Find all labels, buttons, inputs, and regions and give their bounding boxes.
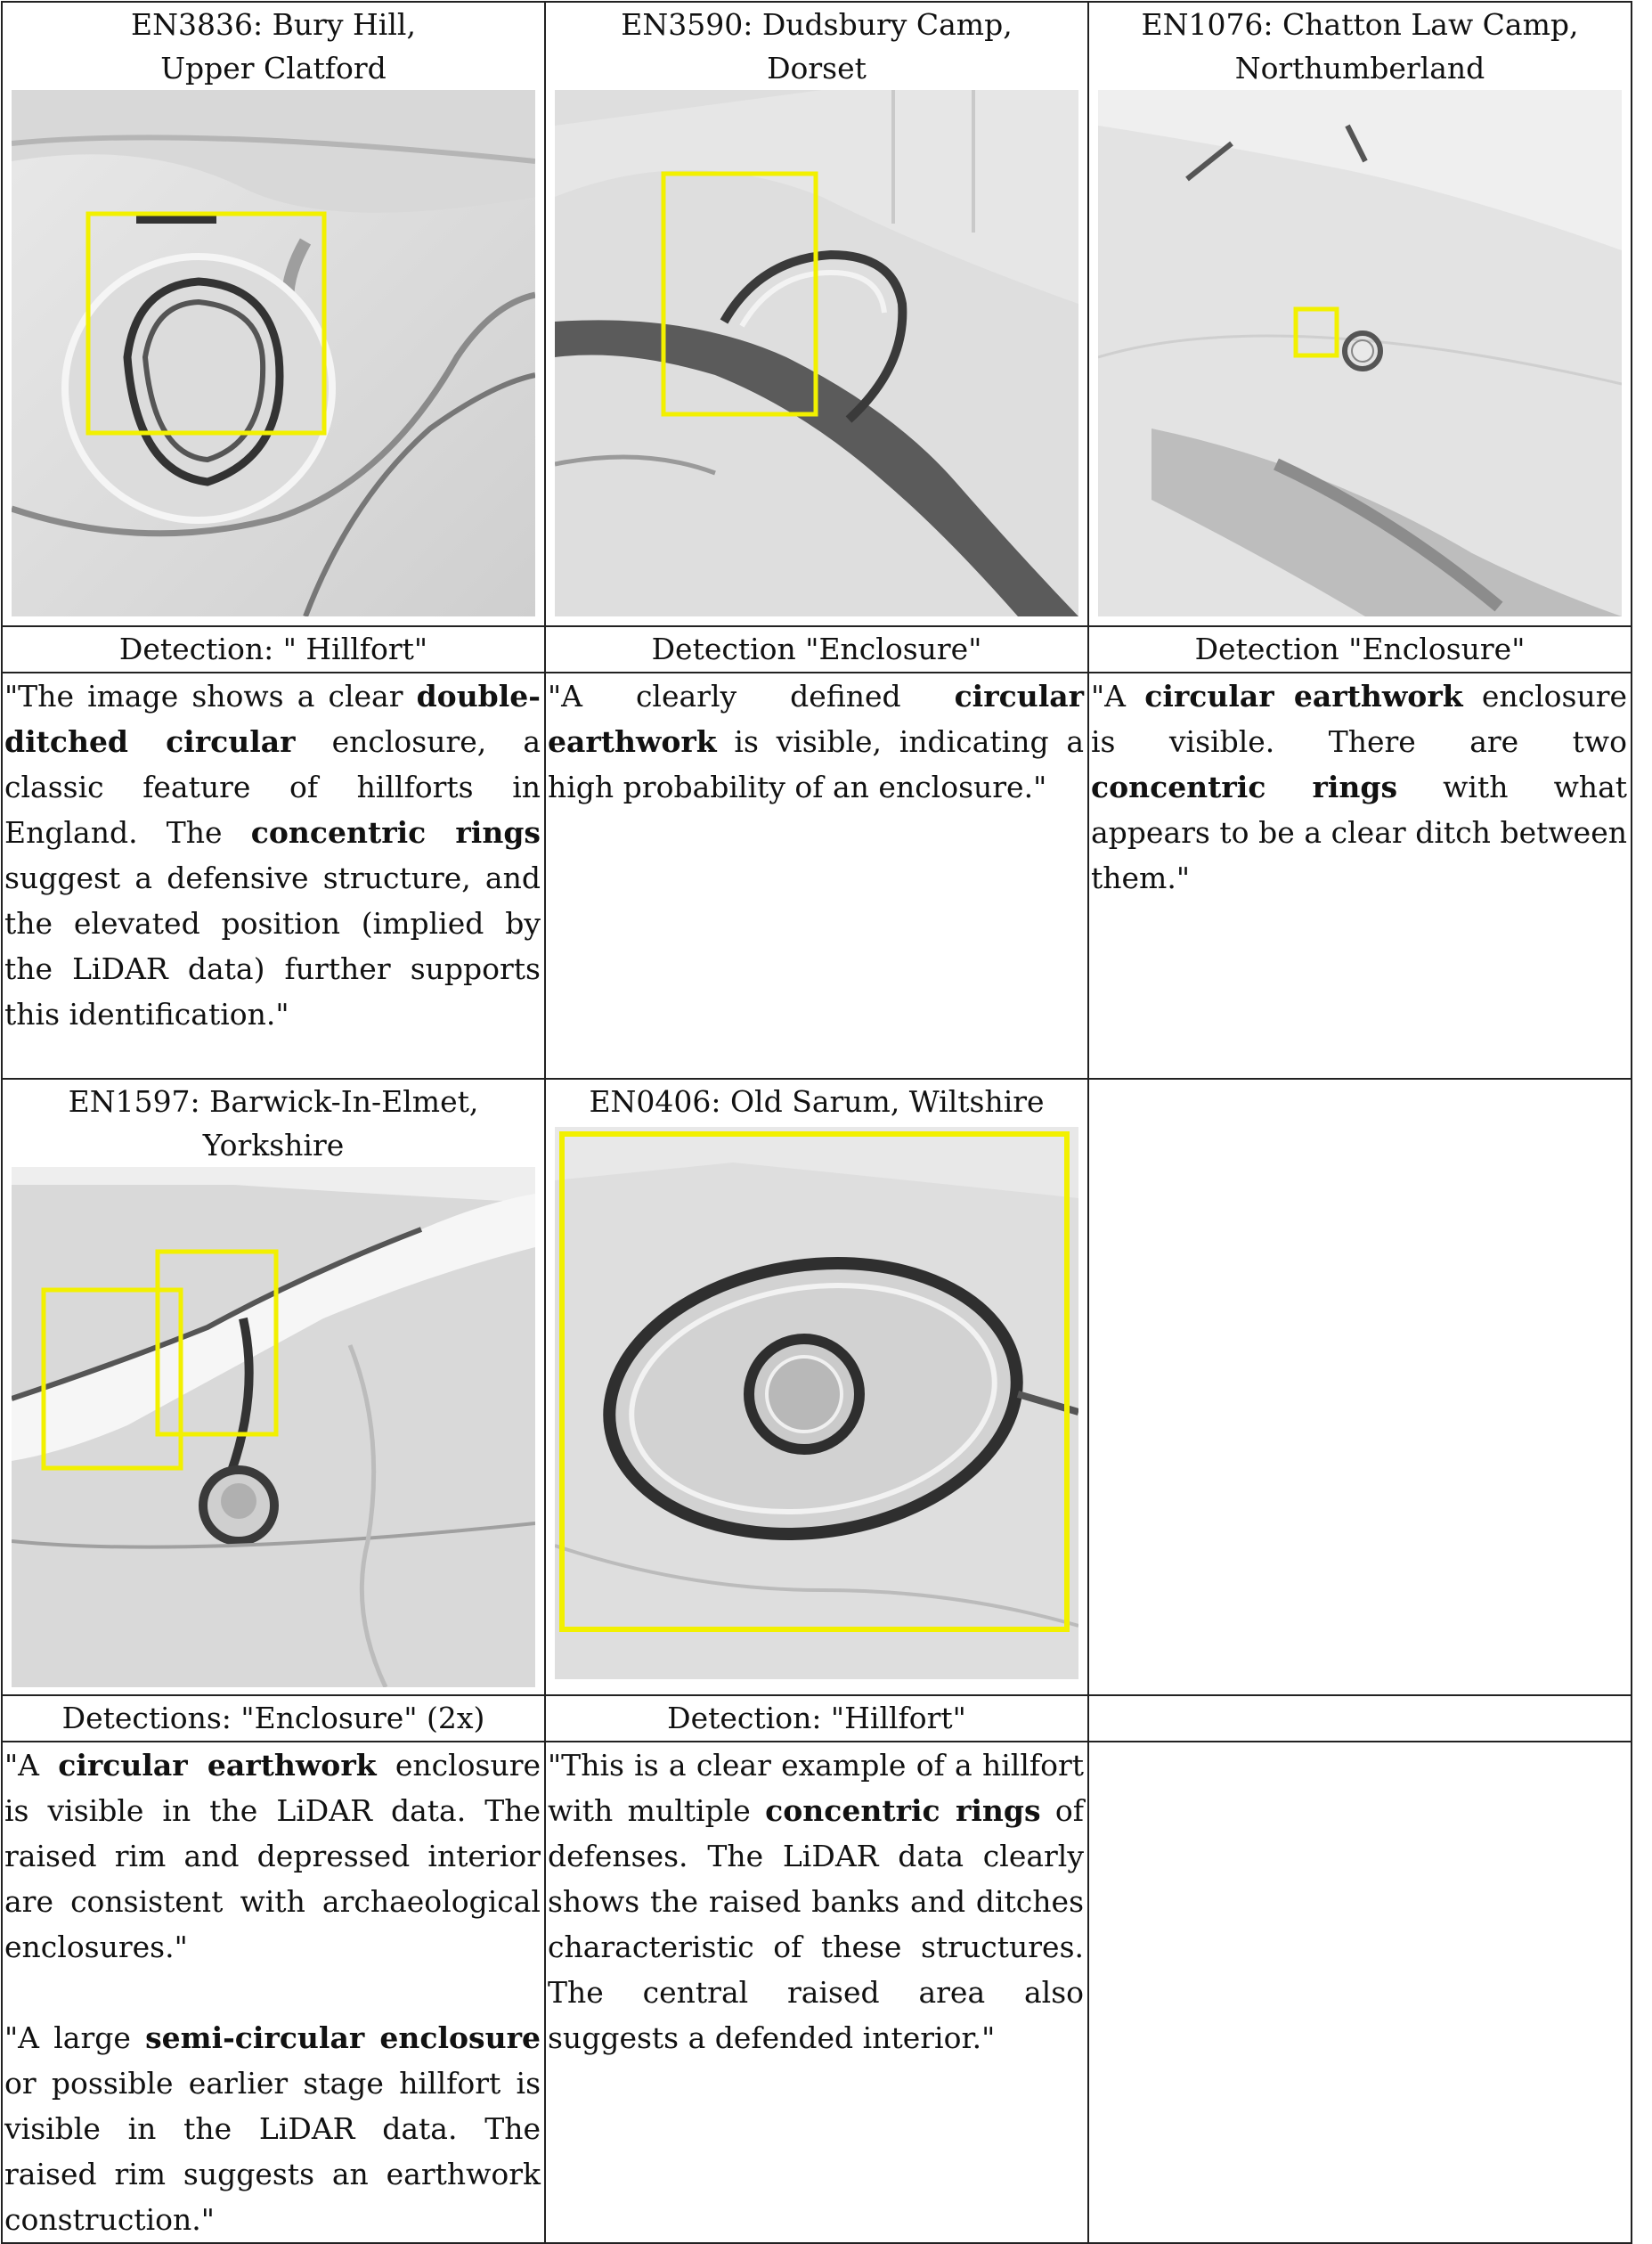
description-cell xyxy=(1088,673,1632,1079)
site-title: EN1076: Chatton Law Camp, Northumberland xyxy=(1141,7,1579,86)
description-paragraph xyxy=(548,673,1084,810)
description-text: "A clearly defined xyxy=(548,679,955,714)
lidar-image-barwick-in-elmet xyxy=(12,1167,535,1687)
detection-label: Detection: " Hillfort" xyxy=(2,626,545,673)
site-cell-dudsbury-camp xyxy=(545,2,1088,626)
description-text: enclosure is visible. There are two xyxy=(1091,679,1627,759)
description-text: "This is a clear example of a hillfort with multiple xyxy=(548,1748,1084,1828)
description-text: enclosure is visible in the LiDAR data. The raised rim and depressed interior are consistent with archaeological enclosures." xyxy=(4,1748,541,1964)
description-text: is visible, indicating a high probability of an enclosure." xyxy=(548,724,1084,804)
results-table xyxy=(1,1,1632,2244)
description-paragraph xyxy=(4,673,541,1037)
site-cell-bury-hill xyxy=(2,2,545,626)
description-cell xyxy=(545,673,1088,1079)
description-text: "The image shows a clear xyxy=(4,679,417,714)
empty-cell xyxy=(1088,1079,1632,1695)
lidar-image-bury-hill xyxy=(12,90,535,616)
lidar-image-old-sarum xyxy=(555,1127,1078,1679)
site-title: EN0406: Old Sarum, Wiltshire xyxy=(589,1084,1045,1119)
empty-cell xyxy=(1088,1695,1632,1742)
emphasis-term: concentric rings xyxy=(1091,770,1398,804)
description-text: suggest a defensive structure, and the elevated position (implied by the LiDAR data) further supports this identification." xyxy=(4,861,541,1032)
site-cell-barwick-in-elmet xyxy=(2,1079,545,1695)
detection-label: Detections: "Enclosure" (2x) xyxy=(2,1695,545,1742)
lidar-image-dudsbury-camp xyxy=(555,90,1078,616)
site-cell-chatton-law xyxy=(1088,2,1632,626)
emphasis-term: circular earthwork xyxy=(58,1748,377,1783)
description-cell xyxy=(2,1742,545,2243)
site-title: EN3836: Bury Hill, Upper Clatford xyxy=(131,7,416,86)
description-paragraph xyxy=(548,1742,1084,2060)
description-paragraph xyxy=(4,2015,541,2242)
site-cell-old-sarum xyxy=(545,1079,1088,1695)
description-text: "A xyxy=(4,1748,59,1783)
emphasis-term: circular earthwork xyxy=(548,679,1084,759)
description-cell xyxy=(2,673,545,1079)
detection-label: Detection: "Hillfort" xyxy=(545,1695,1088,1742)
empty-cell xyxy=(1088,1742,1632,2243)
description-paragraph xyxy=(1091,673,1627,901)
lidar-image-chatton-law xyxy=(1098,90,1622,616)
emphasis-term: concentric rings xyxy=(765,1793,1041,1828)
detection-label: Detection "Enclosure" xyxy=(1088,626,1632,673)
emphasis-term: circular earthwork xyxy=(1144,679,1463,714)
description-text: with what appears to be a clear ditch between them." xyxy=(1091,770,1628,895)
emphasis-term: semi-circular enclosure xyxy=(145,2020,541,2055)
description-text: "A large xyxy=(4,2020,146,2055)
site-title: EN1597: Barwick-In-Elmet, Yorkshire xyxy=(68,1084,479,1163)
detection-label: Detection "Enclosure" xyxy=(545,626,1088,673)
description-text: enclosure, a classic feature of hillforts in England. The xyxy=(4,724,541,850)
emphasis-term: double-ditched circular xyxy=(4,679,541,759)
description-text: of defenses. The LiDAR data clearly shows the raised banks and ditches characteristic of these structures. The central raised area also suggests a defended interior." xyxy=(548,1793,1084,2055)
paragraph-gap xyxy=(4,1970,541,2015)
description-text: "A xyxy=(1091,679,1145,714)
description-paragraph xyxy=(4,1742,541,1970)
description-cell xyxy=(545,1742,1088,2243)
emphasis-term: concentric rings xyxy=(250,815,541,850)
site-title: EN3590: Dudsbury Camp, Dorset xyxy=(621,7,1013,86)
description-text: or possible earlier stage hillfort is visible in the LiDAR data. The raised rim suggests an earthwork construction." xyxy=(4,2066,541,2237)
